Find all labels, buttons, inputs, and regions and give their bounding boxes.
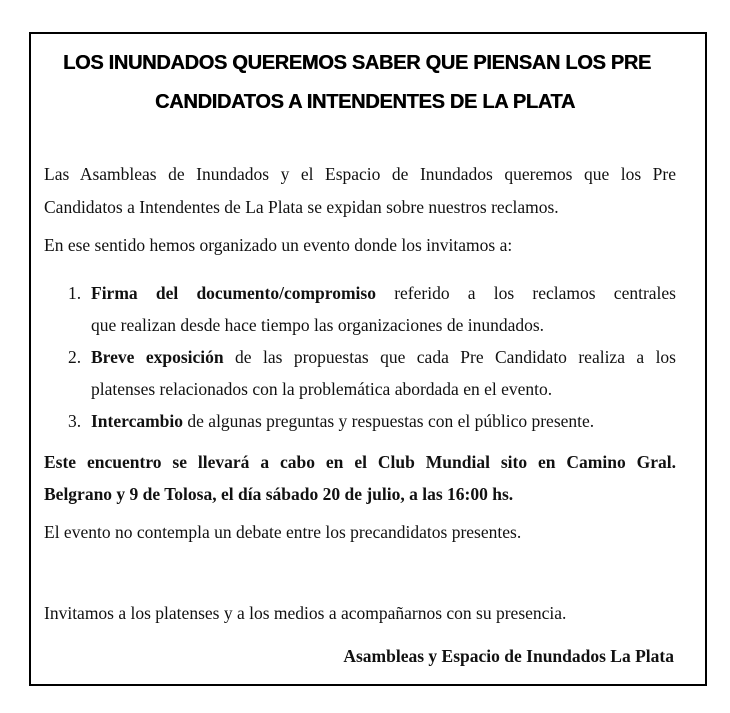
event-line-2: Belgrano y 9 de Tolosa, el día sábado 20 de julio, a las 16:00 hs.: [44, 484, 514, 504]
list-item: [91, 347, 676, 368]
list-item-text: referido a los reclamos centrales: [394, 283, 676, 303]
title-line-1: LOS INUNDADOS QUEREMOS SABER QUE PIENSAN LOS PRE: [63, 52, 651, 74]
list-item-text: de algunas preguntas y respuestas con el público presente.: [187, 411, 595, 431]
title-line-2: CANDIDATOS A INTENDENTES DE LA PLATA: [155, 91, 575, 113]
intro-line-2: Candidatos a Intendentes de La Plata se expidan sobre nuestros reclamos.: [44, 197, 559, 217]
event-line-1: Este encuentro se llevará a cabo en el Club Mundial sito en Camino Gral.: [44, 452, 676, 472]
list-item-bold: Intercambio: [91, 411, 184, 431]
list-item: [91, 283, 676, 304]
list-item-number: 2.: [68, 347, 82, 367]
list-item-bold: Firma del documento/compromiso: [91, 283, 376, 303]
list-item-number: 1.: [68, 283, 82, 303]
list-item-number: 3.: [68, 411, 82, 431]
note-text: El evento no contempla un debate entre los precandidatos presentes.: [44, 522, 522, 542]
invite-text: Invitamos a los platenses y a los medios a acompañarnos con su presencia.: [44, 603, 567, 623]
list-item: [91, 411, 676, 432]
list-item-bold: Breve exposición: [91, 347, 224, 367]
intro-line-3: En ese sentido hemos organizado un evento donde los invitamos a:: [44, 235, 513, 255]
list-item-continuation: que realizan desde hace tiempo las organizaciones de inundados.: [91, 315, 545, 335]
intro-line-1: Las Asambleas de Inundados y el Espacio de Inundados queremos que los Pre: [44, 164, 676, 184]
list-item-continuation: platenses relacionados con la problemática abordada en el evento.: [91, 379, 553, 399]
list-item-text: de las propuestas que cada Pre Candidato realiza a los: [235, 347, 676, 367]
signature: Asambleas y Espacio de Inundados La Plata: [343, 646, 674, 666]
